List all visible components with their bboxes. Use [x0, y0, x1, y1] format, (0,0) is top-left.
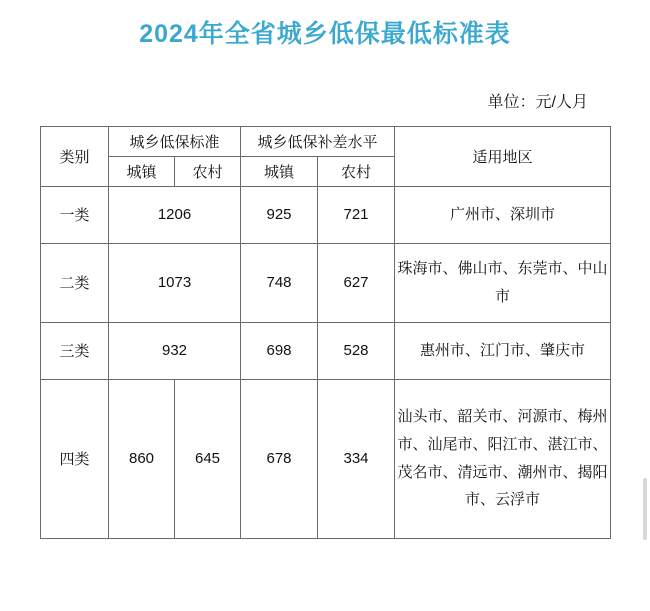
row-subsidy-town: 678 — [241, 379, 318, 538]
row-subsidy-rural: 528 — [318, 322, 395, 379]
header-standard-rural: 农村 — [175, 156, 241, 186]
row-category: 一类 — [41, 186, 109, 243]
row-standard-town: 860 — [109, 379, 175, 538]
row-region: 汕头市、韶关市、河源市、梅州市、汕尾市、阳江市、湛江市、茂名市、清远市、潮州市、揭阳市、云浮市 — [395, 379, 611, 538]
row-standard-rural: 645 — [175, 379, 241, 538]
table-container — [0, 112, 650, 539]
row-category: 四类 — [41, 379, 109, 538]
row-subsidy-rural: 721 — [318, 186, 395, 243]
row-region: 广州市、深圳市 — [395, 186, 611, 243]
header-subsidy-town: 城镇 — [241, 156, 318, 186]
table-row — [41, 243, 611, 322]
header-standard-town: 城镇 — [109, 156, 175, 186]
row-category: 二类 — [41, 243, 109, 322]
row-subsidy-town: 925 — [241, 186, 318, 243]
row-standard-merged: 932 — [109, 322, 241, 379]
header-standard-group: 城乡低保标准 — [109, 126, 241, 156]
row-subsidy-town: 698 — [241, 322, 318, 379]
table-header — [41, 126, 611, 186]
table-row — [41, 379, 611, 538]
header-subsidy-group: 城乡低保补差水平 — [241, 126, 395, 156]
unit-note: 单位：元/人月 — [487, 93, 588, 111]
header-region: 适用地区 — [395, 126, 611, 186]
table-row — [41, 322, 611, 379]
header-row-top — [41, 126, 611, 156]
row-subsidy-rural: 627 — [318, 243, 395, 322]
standards-table — [40, 126, 611, 539]
row-category: 三类 — [41, 322, 109, 379]
header-category: 类别 — [41, 126, 109, 186]
row-region: 珠海市、佛山市、东莞市、中山市 — [395, 243, 611, 322]
row-subsidy-town: 748 — [241, 243, 318, 322]
header-subsidy-rural: 农村 — [318, 156, 395, 186]
row-region: 惠州市、江门市、肇庆市 — [395, 322, 611, 379]
row-standard-merged: 1073 — [109, 243, 241, 322]
page-title: 2024年全省城乡低保最低标准表 — [139, 20, 511, 48]
table-row — [41, 186, 611, 243]
table-body — [41, 186, 611, 538]
page-scrollbar[interactable] — [643, 478, 647, 540]
row-standard-merged: 1206 — [109, 186, 241, 243]
row-subsidy-rural: 334 — [318, 379, 395, 538]
